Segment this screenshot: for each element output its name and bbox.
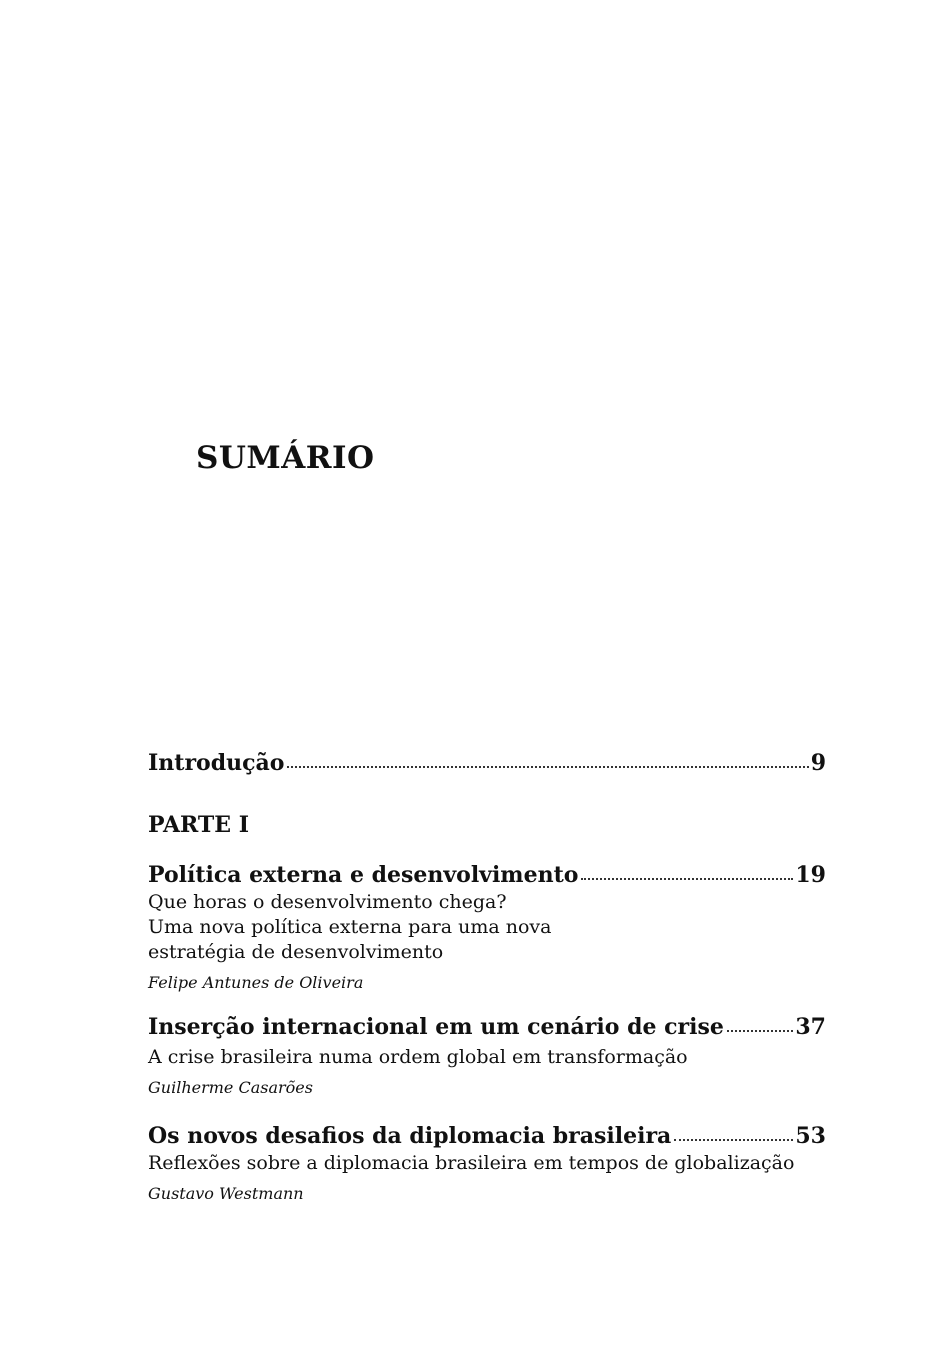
toc-entry-chapter-3[interactable] [148, 1121, 826, 1151]
toc-section [148, 1012, 826, 1099]
chapter-author: Gustavo Westmann [148, 1184, 304, 1203]
toc-entry-title: Inserção internacional em um cenário de crise [148, 1014, 724, 1040]
chapter-author: Guilherme Casarões [148, 1078, 313, 1097]
toc-entry-chapter-2[interactable] [148, 1012, 826, 1042]
toc-entry-page-number: 53 [795, 1123, 826, 1149]
subtitle-line: estratégia de desenvolvimento [148, 941, 444, 963]
page-title: SUMÁRIO [196, 440, 375, 476]
toc-entry-page-number: 9 [810, 750, 826, 776]
dot-leader [674, 1139, 793, 1141]
chapter-author: Felipe Antunes de Oliveira [148, 973, 364, 992]
subtitle-line: A crise brasileira numa ordem global em transformação [148, 1046, 688, 1068]
part-heading: PARTE I [148, 812, 249, 838]
toc-entry-title: Introdução [148, 750, 285, 776]
chapter-subtitle [148, 1045, 826, 1070]
toc-section [148, 1121, 826, 1205]
subtitle-line: Uma nova política externa para uma nova [148, 916, 552, 938]
subtitle-line: Que horas o desenvolvimento chega? [148, 891, 507, 913]
toc-entry-title: Os novos desafios da diplomacia brasileira [148, 1123, 672, 1149]
toc-entry-page-number: 37 [795, 1014, 826, 1040]
toc-entry-title: Política externa e desenvolvimento [148, 862, 579, 888]
dot-leader [581, 878, 793, 880]
dot-leader [727, 1030, 794, 1032]
chapter-subtitle [148, 890, 826, 965]
chapter-subtitle [148, 1151, 826, 1176]
toc-entry-page-number: 19 [795, 862, 826, 888]
toc-entry-introduction[interactable] [148, 748, 826, 778]
table-of-contents [148, 748, 826, 1205]
dot-leader [287, 766, 808, 768]
toc-section [148, 860, 826, 994]
subtitle-line: Reflexões sobre a diplomacia brasileira em tempos de globalização [148, 1152, 795, 1174]
toc-entry-chapter-1[interactable] [148, 860, 826, 890]
